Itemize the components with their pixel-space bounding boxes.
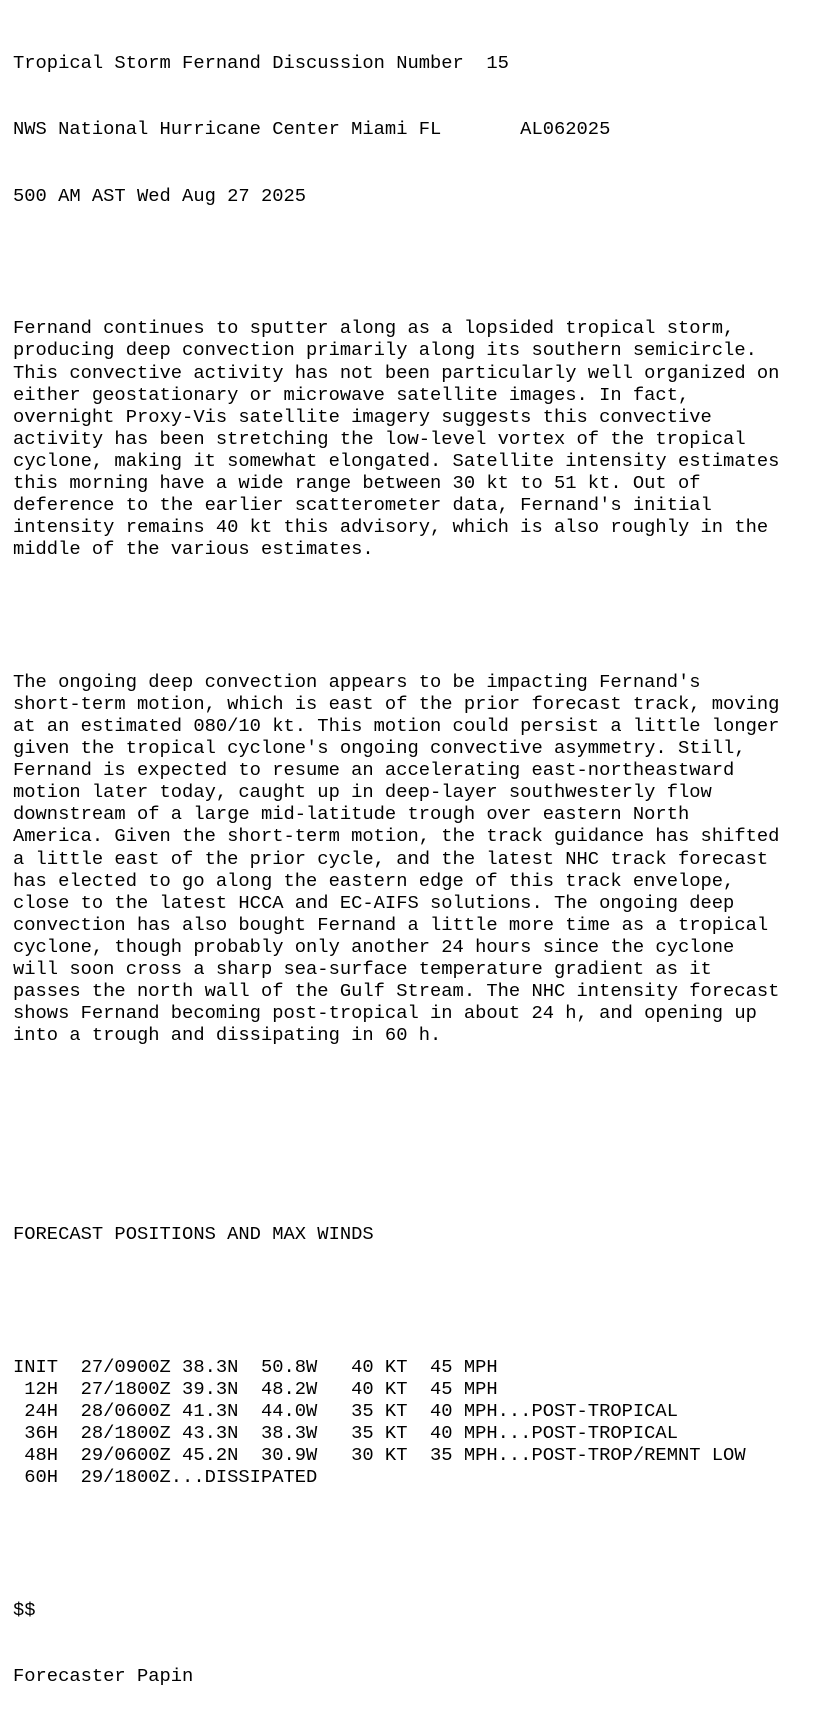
text-line: This convective activity has not been particularly well organized on — [13, 361, 780, 384]
text-line: deference to the earlier scatterometer data, Fernand's initial — [13, 494, 712, 517]
paragraph-track — [13, 671, 779, 1047]
paragraph-intensity — [13, 317, 779, 560]
text-line: shows Fernand becoming post-tropical in about 24 h, and opening up — [13, 1002, 757, 1025]
text-line: a little east of the prior cycle, and the latest NHC track forecast — [13, 847, 769, 870]
text-line: downstream of a large mid-latitude trough over eastern North — [13, 803, 690, 826]
forecast-row: INIT 27/0900Z 38.3N 50.8W 40 KT 45 MPH — [13, 1355, 498, 1378]
text-line: has elected to go along the eastern edge of this track envelope, — [13, 869, 735, 892]
text-line: producing deep convection primarily along its southern semicircle. — [13, 339, 757, 362]
blank-line — [13, 1289, 779, 1311]
text-line: convection has also bought Fernand a little more time as a tropical — [13, 913, 769, 936]
text-line: cyclone, making it somewhat elongated. Satellite intensity estimates — [13, 449, 780, 472]
forecast-table — [13, 1356, 779, 1489]
text-line: The ongoing deep convection appears to be impacting Fernand's — [13, 670, 701, 693]
text-line: either geostationary or microwave satellite images. In fact, — [13, 383, 690, 406]
text-line: overnight Proxy-Vis satellite imagery suggests this convective — [13, 405, 712, 428]
text-line: will soon cross a sharp sea-surface temperature gradient as it — [13, 958, 712, 981]
blank-line — [13, 1091, 779, 1113]
text-line: close to the latest HCCA and EC-AIFS solutions. The ongoing deep — [13, 891, 735, 914]
forecaster-signature: Forecaster Papin — [13, 1665, 194, 1688]
text-line: at an estimated 080/10 kt. This motion could persist a little longer — [13, 715, 780, 737]
discussion-title: Tropical Storm Fernand Discussion Number 15 — [13, 52, 509, 75]
text-line: Fernand is expected to resume an accelerating east-northeastward — [13, 759, 735, 782]
forecast-row: 24H 28/0600Z 41.3N 44.0W 35 KT 40 MPH...POST-TROPICAL — [13, 1399, 678, 1422]
forecast-row: 12H 27/1800Z 39.3N 48.2W 40 KT 45 MPH — [13, 1377, 498, 1400]
forecast-row: 60H 29/1800Z...DISSIPATED — [13, 1466, 318, 1489]
text-line: intensity remains 40 kt this advisory, which is also roughly in the — [13, 516, 769, 539]
discussion-text — [13, 8, 779, 1709]
blank-line — [13, 251, 779, 273]
issuing-office: NWS National Hurricane Center Miami FL AL062025 — [13, 118, 611, 141]
forecast-row: 36H 28/1800Z 43.3N 38.3W 35 KT 40 MPH...POST-TROPICAL — [13, 1422, 678, 1444]
blank-line — [13, 1532, 779, 1554]
text-line: short-term motion, which is east of the prior forecast track, moving — [13, 692, 780, 715]
issue-time: 500 AM AST Wed Aug 27 2025 — [13, 184, 307, 207]
text-line: activity has been stretching the low-level vortex of the tropical — [13, 427, 746, 450]
text-line: passes the north wall of the Gulf Stream. The NHC intensity forecast — [13, 980, 780, 1003]
text-line: into a trough and dissipating in 60 h. — [13, 1024, 442, 1047]
blank-line — [13, 1157, 779, 1179]
text-line: cyclone, though probably only another 24 hours since the cyclone — [13, 935, 735, 958]
text-line: middle of the various estimates. — [13, 538, 374, 561]
blank-line — [13, 605, 779, 627]
end-separator: $$ — [13, 1598, 36, 1621]
forecast-heading: FORECAST POSITIONS AND MAX WINDS — [13, 1223, 374, 1246]
text-line: America. Given the short-term motion, the track guidance has shifted — [13, 825, 780, 848]
forecast-row: 48H 29/0600Z 45.2N 30.9W 30 KT 35 MPH...POST-TROP/REMNT LOW — [13, 1444, 746, 1467]
text-line: given the tropical cyclone's ongoing convective asymmetry. Still, — [13, 737, 746, 760]
text-line: this morning have a wide range between 30 kt to 51 kt. Out of — [13, 471, 701, 494]
text-line: motion later today, caught up in deep-layer southwesterly flow — [13, 781, 712, 804]
text-line: Fernand continues to sputter along as a lopsided tropical storm, — [13, 317, 735, 340]
